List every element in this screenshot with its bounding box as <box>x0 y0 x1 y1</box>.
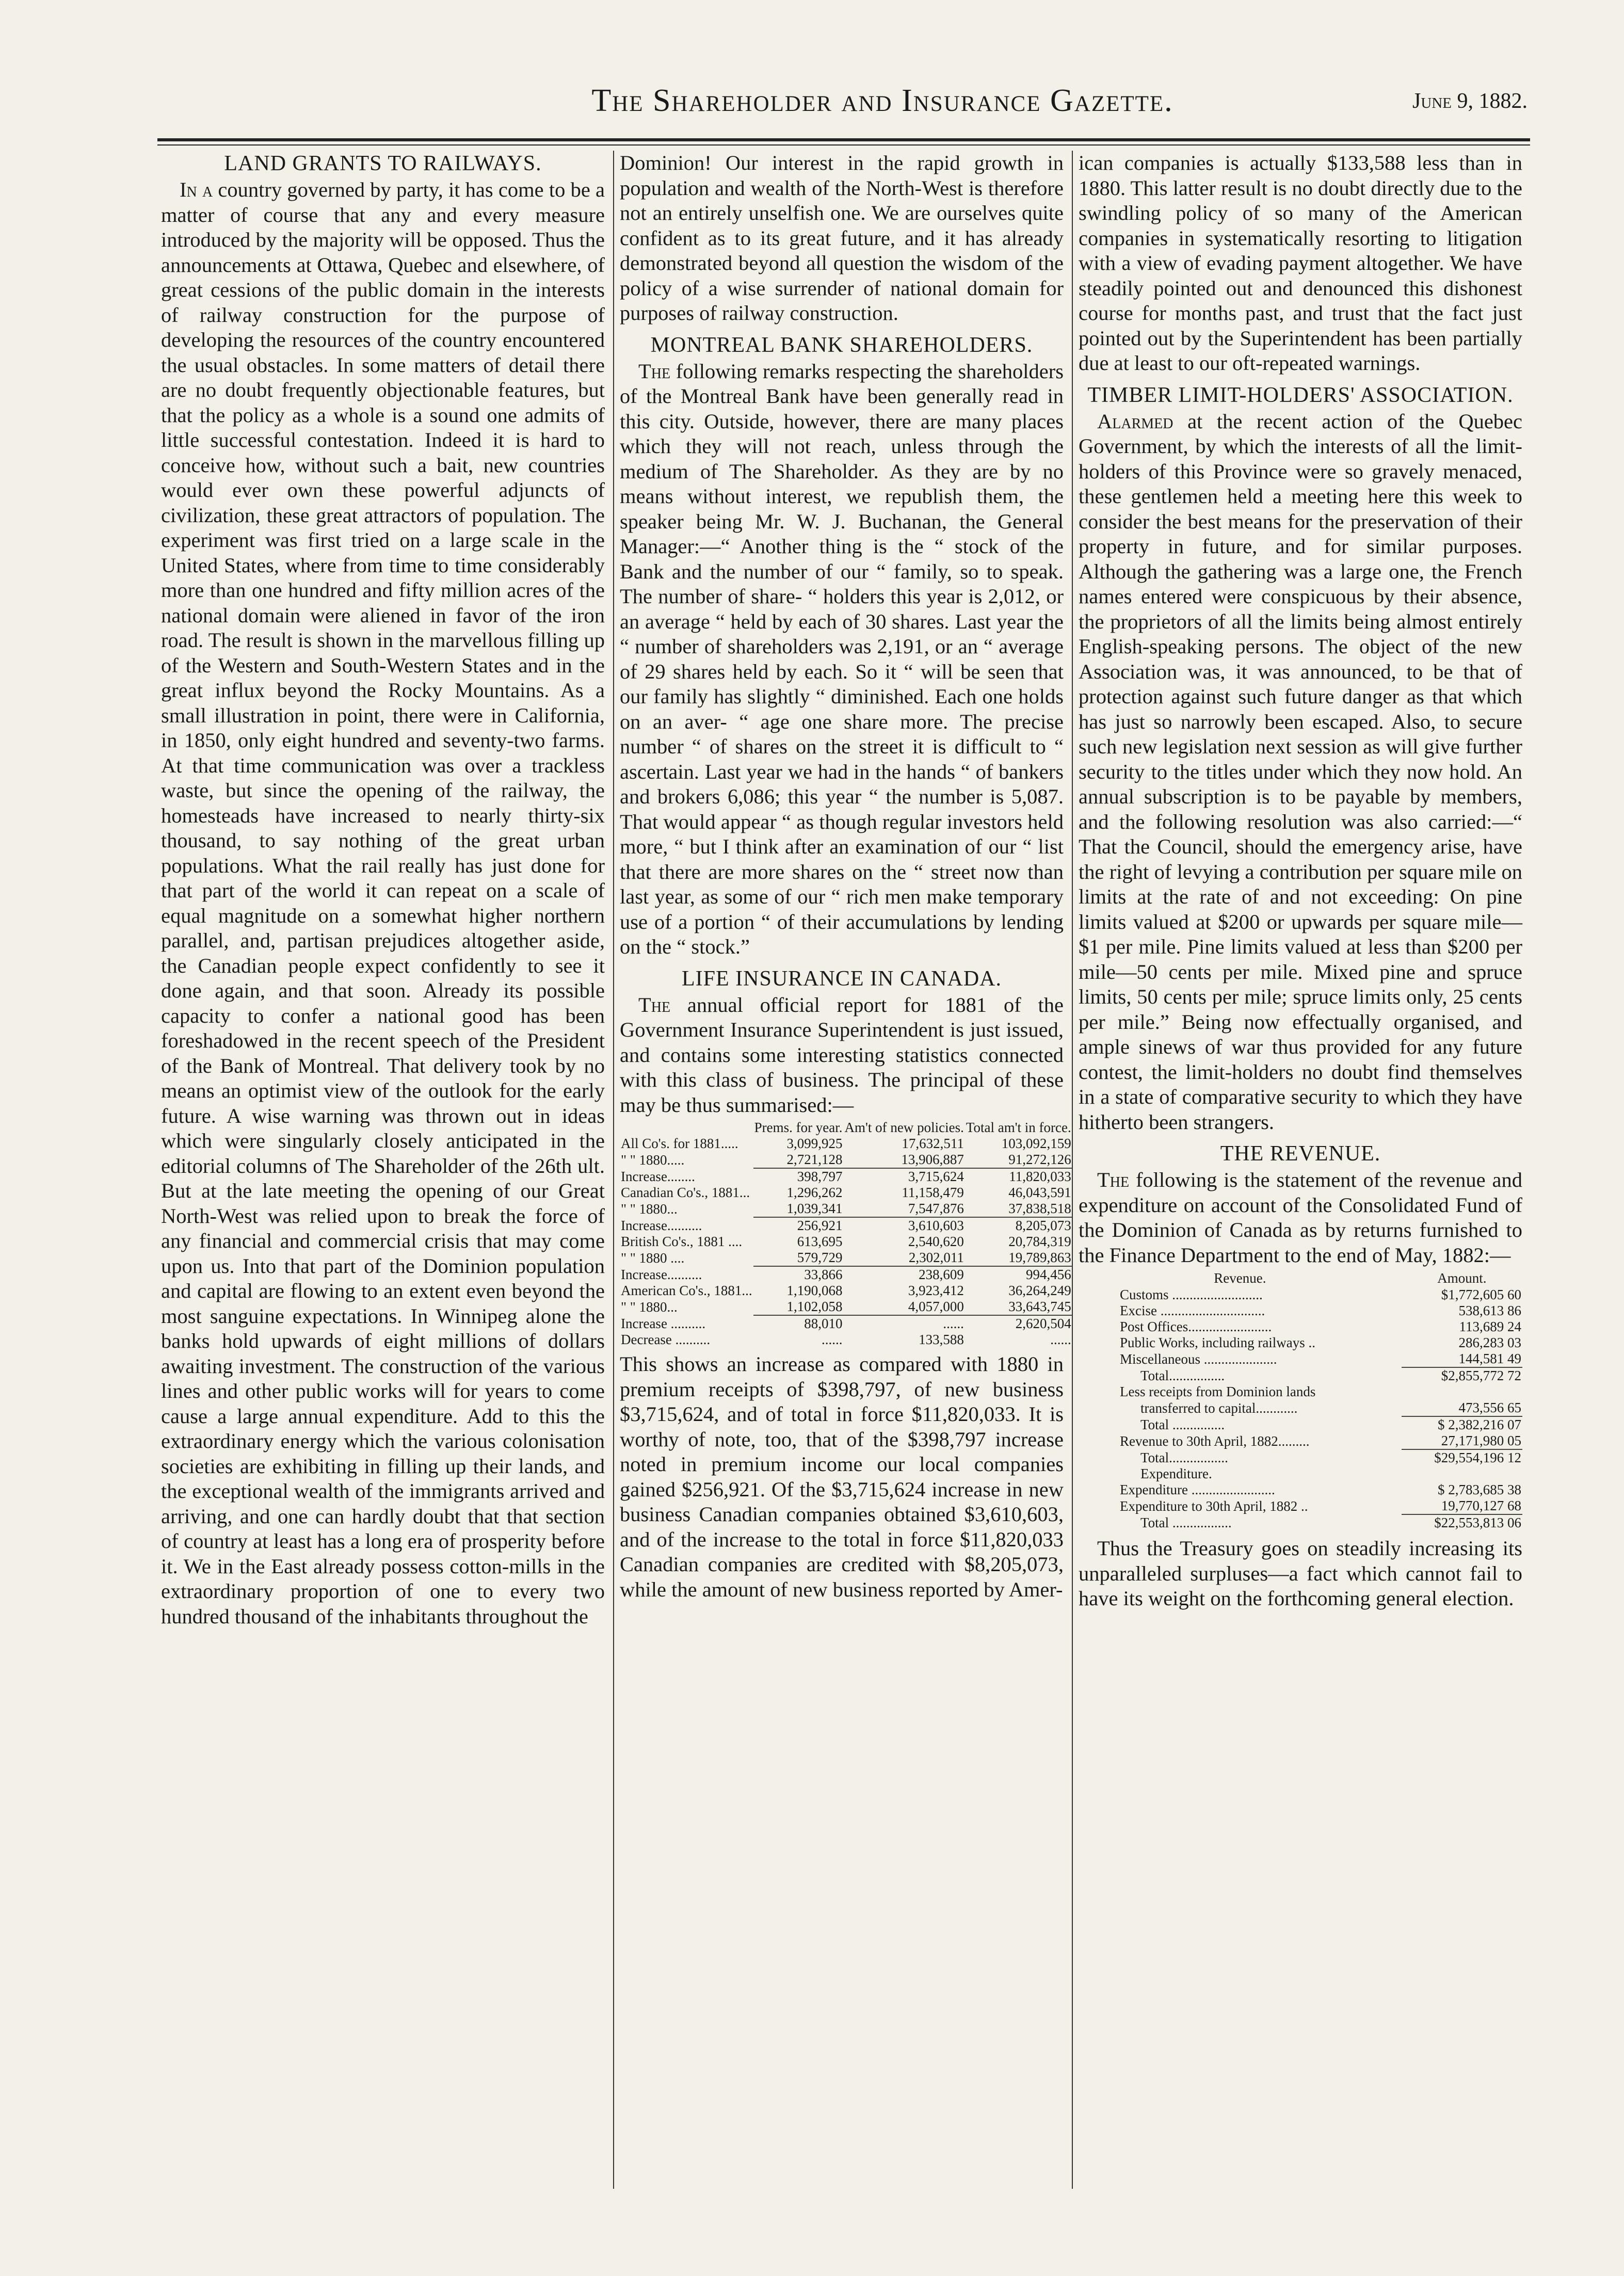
table-row <box>620 1250 1072 1266</box>
table-cell-prems: ...... <box>822 1332 843 1347</box>
table-cell-new: 13,906,887 <box>901 1152 964 1167</box>
revenue-item-amount: $29,554,196 12 <box>1402 1449 1522 1466</box>
table-row <box>620 1136 1072 1152</box>
column-1 <box>161 151 605 2189</box>
table-cell-total: 8,205,073 <box>965 1217 1072 1234</box>
revenue-item-label: Less receipts from Dominion lands <box>1120 1384 1316 1399</box>
revenue-item-label: Expenditure. <box>1140 1466 1212 1481</box>
article-body-revenue <box>1079 1168 1522 1268</box>
issue-date: June 9, 1882. <box>1412 89 1527 113</box>
column-divider <box>613 151 614 2189</box>
table-cell-new: 3,610,603 <box>844 1217 965 1234</box>
revenue-item-label: Post Offices........................ <box>1120 1319 1272 1334</box>
article-text: annual official report for 1881 of the Government Insurance Superintendent is just issued, and contains some interesting statistics connected with this class of business. The principal of these may be thus summarised:— <box>620 993 1064 1117</box>
table-cell-new: 7,547,876 <box>908 1201 964 1216</box>
table-cell-label: Increase.......... <box>621 1266 702 1282</box>
table-cell-total: 2,620,504 <box>965 1315 1072 1332</box>
table-cell-new: 133,588 <box>919 1332 964 1347</box>
article-body-land-grants <box>161 177 605 1629</box>
table-row <box>1079 1367 1522 1384</box>
revenue-item-label: Customs .......................... <box>1120 1287 1263 1302</box>
revenue-item-label: Total ................. <box>1140 1514 1232 1530</box>
table-cell-prems: 1,102,058 <box>786 1299 843 1314</box>
revenue-item-amount: 473,556 65 <box>1458 1400 1521 1415</box>
article-heading-land-grants: LAND GRANTS TO RAILWAYS. <box>224 152 542 175</box>
table-cell-new: 238,609 <box>844 1266 965 1283</box>
article-continuation: Dominion! Our interest in the rapid growth in population and wealth of the North-West is therefore not an entirely unselfish one. We are ourselves quite confident as to its great future, and it has already demonstrated beyond all question the wisdom of the policy of a wise surrender of national domain for purposes of railway construction. <box>620 151 1064 325</box>
table-row <box>1079 1400 1522 1416</box>
table-cell-new: 2,540,620 <box>908 1234 964 1249</box>
revenue-item-amount <box>1402 1466 1522 1482</box>
table-cell-label: Decrease .......... <box>621 1332 711 1347</box>
table-cell-label: Increase........ <box>621 1168 695 1184</box>
table-cell-label: " " 1880... <box>621 1299 678 1315</box>
table-row <box>620 1332 1072 1348</box>
article-body-timber-limit-holders <box>1079 409 1522 1135</box>
table-cell-total: 33,643,745 <box>1008 1299 1071 1314</box>
table-row <box>1079 1303 1522 1319</box>
table-row <box>620 1217 1072 1234</box>
table-header: Prems. for year. <box>754 1120 843 1135</box>
column-2 <box>620 151 1071 2189</box>
table-cell-total: ...... <box>1050 1332 1071 1347</box>
table-cell-prems: 613,695 <box>797 1234 843 1249</box>
table-row <box>1079 1416 1522 1433</box>
table-header: Total am't in force. <box>966 1120 1071 1135</box>
table-header <box>620 1120 753 1136</box>
revenue-item-amount: $2,855,772 72 <box>1402 1367 1522 1384</box>
table-cell-label: Canadian Co's., 1881... <box>621 1185 750 1200</box>
revenue-item-amount: 144,581 49 <box>1458 1351 1521 1366</box>
table-row <box>620 1185 1072 1201</box>
article-heading-life-insurance: LIFE INSURANCE IN CANADA. <box>682 966 1002 991</box>
revenue-table <box>1079 1270 1522 1531</box>
newspaper-title: The Shareholder and Insurance Gazette. <box>591 83 1173 118</box>
revenue-item-label: Public Works, including railways .. <box>1120 1335 1316 1350</box>
table-cell-new: 3,715,624 <box>844 1168 965 1185</box>
revenue-item-label: Revenue to 30th April, 1882......... <box>1120 1433 1310 1449</box>
table-row <box>1079 1514 1522 1531</box>
table-cell-prems: 88,010 <box>753 1315 844 1332</box>
revenue-item-amount: $22,553,813 06 <box>1402 1514 1522 1531</box>
revenue-item-amount: $1,772,605 60 <box>1441 1287 1521 1302</box>
table-cell-new: 3,923,412 <box>908 1283 964 1298</box>
table-row <box>1079 1498 1522 1514</box>
revenue-item-label: Total ............... <box>1140 1416 1225 1432</box>
table-cell-label: British Co's., 1881 .... <box>621 1234 743 1249</box>
table-row <box>620 1168 1072 1185</box>
article-heading-timber-limit-holders: TIMBER LIMIT-HOLDERS' ASSOCIATION. <box>1087 383 1514 407</box>
column-3 <box>1079 151 1522 2189</box>
revenue-item-amount: 538,613 86 <box>1458 1303 1521 1318</box>
table-cell-label: " " 1880 .... <box>621 1250 685 1266</box>
table-cell-label: " " 1880..... <box>621 1152 685 1168</box>
revenue-item-amount: 27,171,980 05 <box>1441 1433 1521 1448</box>
lead-words: The <box>638 993 671 1016</box>
article-heading-revenue: THE REVENUE. <box>1220 1142 1381 1166</box>
table-row <box>1079 1433 1522 1449</box>
table-row <box>620 1152 1072 1168</box>
table-row <box>1079 1351 1522 1367</box>
revenue-item-label: Miscellaneous ..................... <box>1120 1351 1277 1367</box>
article-text: country governed by party, it has come to be a matter of course that any and every measure introduced by the majority will be opposed. Thus the announcements at Ottawa, Quebec and elsewhere, of great cessions of the public domain in the interests of railway construction for the purpose of developing the resources of the country encountered the usual obstacles. In some matters of detail there are no doubt frequently objectionable features, but that the policy as a whole is a sound one admits of little successful contestation. Indeed it is hard to conceive how, without such a bait, new countries would ever own these powerful adjuncts of civilization, these great attractors of population. The experiment was first tried on a large scale in the United States, where from time to time considerably more than one hundred and fifty million acres of the national domain were aliened in favor of the iron road. The result is shown in the marvellous filling up of the Western and South-Western States and in the great influx beyond the Rocky Mountains. As a small illustration in point, there were in California, in 1850, only eight hundred and seventy-two farms. At that time communication was over a trackless waste, but since the opening of the railway, the homesteads have increased to nearly thirty-six thousand, to say nothing of the great urban populations. What the rail really has just done for that part of the world it can repeat on a scale of equal magnitude on a somewhat higher northern parallel, and, partisan prejudices altogether aside, the Canadian people expect confidently to see it done again, and that soon. Already its possible capacity to confer a national good has been foreshadowed in the recent speech of the President of the Bank of Montreal. That delivery took by no means an optimist view of the outlook for the early future. A wise warning was thrown out in ideas which were singularly closely anticipated in the editorial columns of The Shareholder of the 26th ult. But at the late meeting the opening of our Great North-West was relied upon to break the force of any financial and commercial crisis that may come upon us. Into that part of the Dominion population and capital are flowing to an extent even beyond the most sanguine expectations. In Winnipeg alone the banks hold upwards of eight millions of dollars awaiting investment. The construction of the various lines and other public works will for years to come cause a large annual expenditure. Add to this the extraordinary energy which the various colonisation societies are exhibiting in filling up their lands, and the exceptional wealth of the immigrants arrived and arriving, and one can hardly doubt that that section of country at least has a long era of prosperity before it. We in the East already possess cotton-mills in the extraordinary proportion of one to every two hundred thousand of the inhabitants throughout the <box>161 178 605 1628</box>
table-cell-new: 11,158,479 <box>902 1185 964 1200</box>
table-row <box>1079 1319 1522 1335</box>
table-header: Revenue. <box>1214 1270 1266 1286</box>
table-cell-total: 36,264,249 <box>1008 1283 1071 1298</box>
table-cell-new: 2,302,011 <box>908 1250 964 1265</box>
table-cell-total: 19,789,863 <box>1008 1250 1071 1265</box>
table-cell-prems: 1,296,262 <box>786 1185 843 1200</box>
table-cell-label: " " 1880... <box>621 1201 678 1217</box>
table-cell-prems: 1,039,341 <box>786 1201 843 1216</box>
article-continuation: ican companies is actually $133,588 less than in 1880. This latter result is no doubt directly due to the swindling policy of so many of the American companies in systematically resorting to litigation with a view of evading payment altogether. We have steadily pointed out and denounced this dishonest course for months past, and trust that the fact just pointed out by the Superintendent has been partially due at least to our oft-repeated warnings. <box>1079 151 1522 375</box>
table-row <box>1079 1466 1522 1482</box>
table-cell-total: 20,784,319 <box>1008 1234 1071 1249</box>
lead-words: The <box>638 359 671 383</box>
table-cell-prems: 256,921 <box>753 1217 844 1234</box>
revenue-item-amount: $ 2,382,216 07 <box>1402 1416 1522 1433</box>
table-cell-label: Increase .......... <box>621 1315 706 1331</box>
table-row <box>620 1299 1072 1315</box>
masthead <box>155 83 1548 134</box>
table-cell-new: 4,057,000 <box>908 1299 964 1314</box>
article-text: following is the statement of the revenue and expenditure on account of the Consolidated Fund of the Dominion of Canada as by returns furnished to the Finance Department to the end of May, 1882:— <box>1079 1168 1522 1267</box>
table-cell-label: All Co's. for 1881..... <box>621 1136 738 1151</box>
revenue-item-amount: 19,770,127 68 <box>1441 1498 1521 1513</box>
table-row <box>1079 1335 1522 1351</box>
article-text: following remarks respecting the shareholders of the Montreal Bank have been generally read in this city. Outside, however, there are many places which they will not reach, unless through the medium of The Shareholder. As they are by no means without interest, we republish them, the speaker being Mr. W. J. Buchanan, the General Manager:—“ Another thing is the “ stock of the Bank and the number of our “ family, so to speak. The number of share- “ holders this year is 2,012, or an average “ held by each of 30 shares. Last year the “ number of shareholders was 2,191, or an “ average of 29 shares held by each. So it “ will be seen that our family has slightly “ diminished. Each one holds on an aver- “ age one share more. The precise number “ of shares on the street it is difficult to “ ascertain. Last year we had in the hands “ of bankers and brokers 6,086; this year “ the number is 5,087. That would appear “ as though regular investors held more, “ but I think after an examination of our “ list that there are more shares on the “ street now than last year, as some of our “ rich men make temporary use of a portion “ of their accumulations by lending on the “ stock.” <box>620 359 1064 958</box>
table-cell-new: 17,632,511 <box>902 1136 964 1151</box>
table-row <box>1079 1384 1522 1400</box>
table-cell-total: 37,838,518 <box>1008 1201 1071 1216</box>
table-cell-prems: 2,721,128 <box>786 1152 843 1167</box>
article-body-bank-shareholders <box>620 359 1064 960</box>
article-body-life-insurance-analysis: This shows an increase as compared with 1880 in premium receipts of $398,797, of new business $3,715,624, and of total in force $11,820,033. It is worthy of note, too, that of the $398,797 increase noted in premium income our local companies gained $256,921. Of the $3,715,624 increase in new business Canadian companies obtained $3,610,603, and of the increase to the total in force $11,820,033 Canadian companies are credited with $8,205,073, while the amount of new business reported by Amer- <box>620 1352 1064 1601</box>
revenue-item-label: Total................ <box>1140 1367 1225 1383</box>
table-cell-total: 91,272,126 <box>1008 1152 1071 1167</box>
table-cell-prems: 579,729 <box>797 1250 843 1265</box>
article-body-revenue-conclusion: Thus the Treasury goes on steadily increasing its unparalleled surpluses—a fact which cannot fail to have its weight on the forthcoming general election. <box>1079 1537 1522 1610</box>
revenue-item-amount: 286,283 03 <box>1458 1335 1521 1350</box>
table-cell-total: 994,456 <box>965 1266 1072 1283</box>
table-cell-prems: 1,190,068 <box>786 1283 843 1298</box>
table-cell-label: American Co's., 1881... <box>621 1283 752 1298</box>
revenue-item-label: Expenditure to 30th April, 1882 .. <box>1120 1498 1308 1514</box>
revenue-item-amount <box>1402 1384 1522 1400</box>
revenue-item-amount: 113,689 24 <box>1459 1319 1521 1334</box>
table-row <box>1079 1449 1522 1466</box>
table-cell-total: 46,043,591 <box>1008 1185 1071 1200</box>
table-row <box>620 1201 1072 1217</box>
table-row <box>620 1266 1072 1283</box>
table-header: Amount. <box>1437 1270 1487 1286</box>
lead-words: Alarmed <box>1097 409 1173 433</box>
revenue-item-label: Expenditure ........................ <box>1120 1482 1275 1497</box>
lead-words: The <box>1097 1168 1130 1191</box>
table-cell-new: ...... <box>844 1315 965 1332</box>
table-cell-prems: 3,099,925 <box>786 1136 843 1151</box>
table-row <box>1079 1482 1522 1498</box>
table-row <box>620 1315 1072 1332</box>
revenue-item-label: Excise .............................. <box>1120 1303 1265 1318</box>
table-cell-total: 11,820,033 <box>965 1168 1072 1185</box>
revenue-item-label: Total................. <box>1140 1449 1228 1465</box>
table-cell-prems: 33,866 <box>753 1266 844 1283</box>
revenue-item-label: transferred to capital............ <box>1140 1400 1298 1416</box>
table-cell-prems: 398,797 <box>753 1168 844 1185</box>
table-cell-label: Increase.......... <box>621 1217 702 1233</box>
header-rule-thin <box>157 144 1530 146</box>
article-heading-bank-shareholders: MONTREAL BANK SHAREHOLDERS. <box>650 333 1033 357</box>
table-row <box>620 1234 1072 1250</box>
revenue-item-amount: $ 2,783,685 38 <box>1438 1482 1521 1497</box>
article-body-life-insurance <box>620 993 1064 1118</box>
table-row <box>1079 1287 1522 1303</box>
insurance-statistics-table <box>620 1120 1072 1348</box>
lead-words: In a <box>180 178 213 201</box>
table-row <box>620 1283 1072 1299</box>
article-text: at the recent action of the Quebec Government, by which the interests of all the limit-holders of this Province were so gravely menaced, these gentlemen held a meeting here this week to consider the best means for the preservation of their property in future, and for similar purposes. Although the gathering was a large one, the French names entered were conspicuous by their absence, the proprietors of all the limits being almost entirely English-speaking persons. The object of the new Association was, it was announced, to be that of protection against such future danger as that which has just so narrowly been escaped. Also, to secure such new legislation next session as will give further security to the titles under which they now hold. An annual subscription is to be payable by members, and the following resolution was also carried:—“ That the Council, should the emergency arise, have the right of levying a contribution per square mile on limits at the rate of and not exceeding: On pine limits valued at $200 or upwards per square mile—$1 per mile. Pine limits valued at less than $200 per mile—50 cents per mile. Mixed pine and spruce limits, 50 cents per mile; spruce limits only, 25 cents per mile.” Being now effectually organised, and ample sinews of war thus provided for any future contest, the limit-holders no doubt find themselves in a state of comparative security to which they have hitherto been strangers. <box>1079 409 1523 1134</box>
header-rule <box>157 138 1530 141</box>
table-header: Am't of new policies. <box>844 1120 964 1135</box>
table-cell-total: 103,092,159 <box>1001 1136 1071 1151</box>
